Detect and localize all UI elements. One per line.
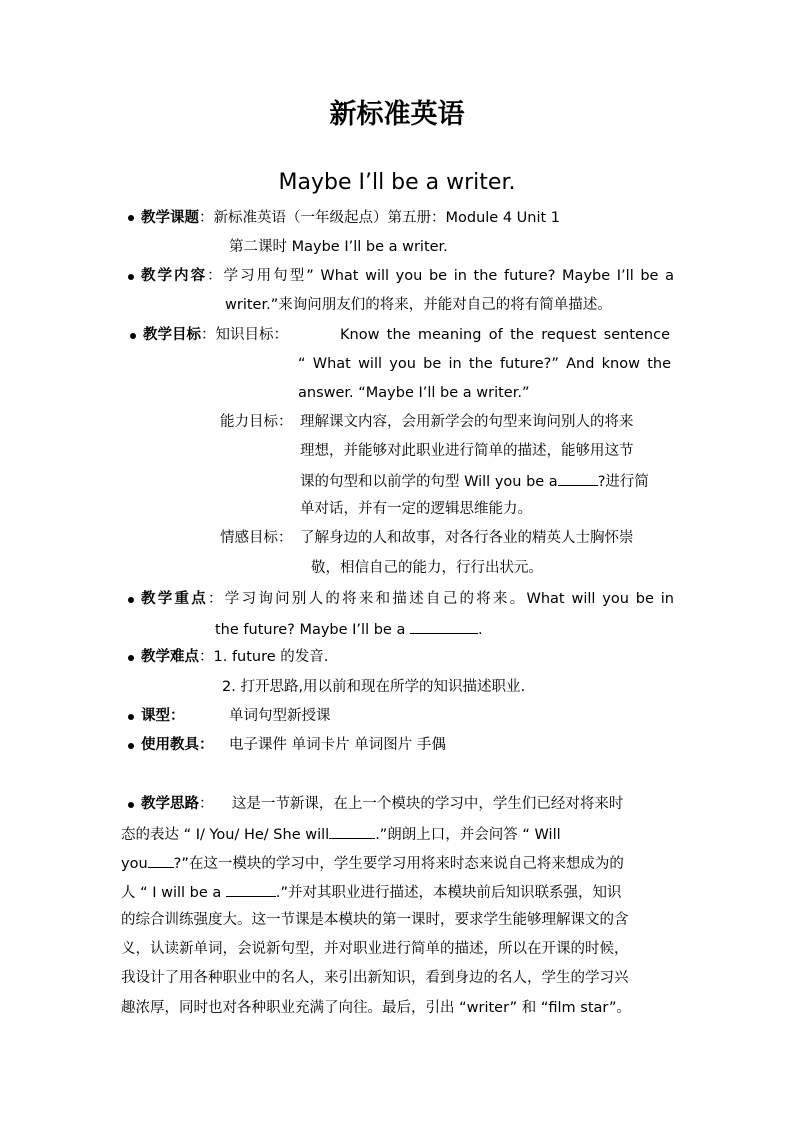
page-title: 新标准英语: [329, 99, 465, 130]
approach-line-3: [121, 852, 624, 874]
key-points-line-2: [215, 618, 483, 640]
knowledge-goal-line-1: Know the meaning of the request sentence: [340, 327, 670, 343]
topic-label: 教学课题: [141, 210, 199, 226]
approach-text-4a: 人 “ I will be a: [121, 885, 222, 901]
aids-label: 使用教具：: [141, 737, 214, 753]
ability-goal-line-3b: ?进行简: [597, 474, 649, 490]
emotion-goal-label: 情感目标：: [220, 530, 293, 546]
lesson-type-text: 单词句型新授课: [229, 708, 331, 724]
ability-goal-line-3: [300, 470, 649, 492]
difficulties-line-1: [141, 647, 328, 667]
content-line-2: writer.”来询问朋友们的将来，并能对自己的将有简单描述。: [225, 297, 612, 313]
goals-line-1: [143, 325, 288, 345]
ability-goal-line-3a: 课的句型和以前学的句型 Will you be a: [300, 474, 558, 490]
approach-line-8: 趣浓厚，同时也对各种职业充满了向往。最后，引出 “writer” 和 “film star”。: [121, 1000, 631, 1016]
ability-goal-line-4: 单对话，并有一定的逻辑思维能力。: [300, 501, 532, 517]
topic-line-2: 第二课时 Maybe I’ll be a writer.: [229, 239, 448, 255]
key-points-line-1: [141, 589, 674, 609]
bullet-dot: [128, 714, 134, 720]
fill-in-blank: [410, 618, 478, 634]
emotion-goal-line-2: 敬，相信自己的能力，行行出状元。: [311, 560, 543, 576]
bullet-dot: [130, 333, 136, 339]
fill-in-blank: [226, 881, 276, 897]
knowledge-goal-label: ：知识目标：: [201, 327, 288, 343]
key-points-text-2b: .: [477, 622, 483, 638]
content-text-1: ：学习用句型” What will you be in the future? Maybe I’ll be a: [207, 268, 674, 284]
ability-goal-label: 能力目标：: [220, 414, 293, 430]
emotion-goal-line-1: 了解身边的人和故事，对各行各业的精英人士胸怀崇: [300, 530, 634, 546]
fill-in-blank: [329, 823, 375, 839]
approach-line-1: [141, 794, 623, 814]
bullet-dot: [128, 743, 134, 749]
difficulties-line-2: 2. 打开思路,用以前和现在所学的知识描述职业.: [222, 679, 526, 695]
knowledge-goal-line-3: answer. “Maybe I’ll be a writer.”: [298, 385, 530, 401]
approach-text-4b: .”并对其职业进行描述，本模块前后知识联系强，知识: [275, 885, 622, 901]
topic-line-1: [141, 208, 560, 228]
lesson-type-label: 课型：: [141, 708, 185, 724]
bullet-dot: [128, 597, 134, 603]
key-points-text-2a: the future? Maybe I’ll be a: [215, 622, 406, 638]
approach-label: 教学思路: [141, 796, 199, 812]
approach-text-3a: you: [121, 856, 148, 872]
knowledge-goal-line-2: “ What will you be in the future?” And know the: [298, 356, 671, 372]
ability-goal-line-1: 理解课文内容，会用新学会的句型来询问别人的将来: [300, 414, 634, 430]
approach-line-7: 我设计了用各种职业中的名人，来引出新知识，看到身边的名人，学生的学习兴: [121, 970, 629, 986]
approach-line-2: [121, 823, 561, 845]
bullet-dot: [128, 802, 134, 808]
approach-line-6: 义，认读新单词，会说新句型，并对职业进行简单的描述，所以在开课的时候，: [121, 941, 629, 957]
key-points-text-1: ：学习询问别人的将来和描述自己的将来。What will you be in: [208, 591, 674, 607]
bullet-dot: [128, 655, 134, 661]
difficulties-text-1: ：1. future 的发音.: [199, 649, 329, 665]
bullet-dot: [128, 215, 134, 221]
key-points-label: 教学重点: [141, 591, 209, 607]
ability-goal-line-2: 理想，并能够对此职业进行简单的描述，能够用这节: [300, 443, 634, 459]
difficulties-label: 教学难点: [141, 649, 199, 665]
approach-text-2a: 态的表达 “ I/ You/ He/ She will: [121, 827, 330, 843]
topic-text: ：新标准英语（一年级起点）第五册：Module 4 Unit 1: [199, 210, 561, 226]
aids-text: 电子课件 单词卡片 单词图片 手偶: [229, 737, 446, 753]
fill-in-blank: [148, 852, 174, 868]
approach-text-1: ： 这是一节新课，在上一个模块的学习中，学生们已经对将来时: [199, 796, 624, 812]
fill-in-blank: [558, 470, 598, 486]
content-label: 教学内容: [141, 268, 208, 284]
content-line-1: [141, 266, 674, 286]
approach-text-3b: ?”在这一模块的学习中，学生要学习用将来时态来说自己将来想成为的: [173, 856, 624, 872]
goals-label: 教学目标: [143, 327, 201, 343]
approach-line-5: 的综合训练强度大。这一节课是本模块的第一课时，要求学生能够理解课文的含: [121, 912, 629, 928]
approach-text-2b: .”朗朗上口，并会问答 “ Will: [375, 827, 561, 843]
approach-line-4: [121, 881, 622, 903]
bullet-dot: [128, 274, 134, 280]
lesson-subtitle: Maybe I’ll be a writer.: [278, 170, 516, 195]
